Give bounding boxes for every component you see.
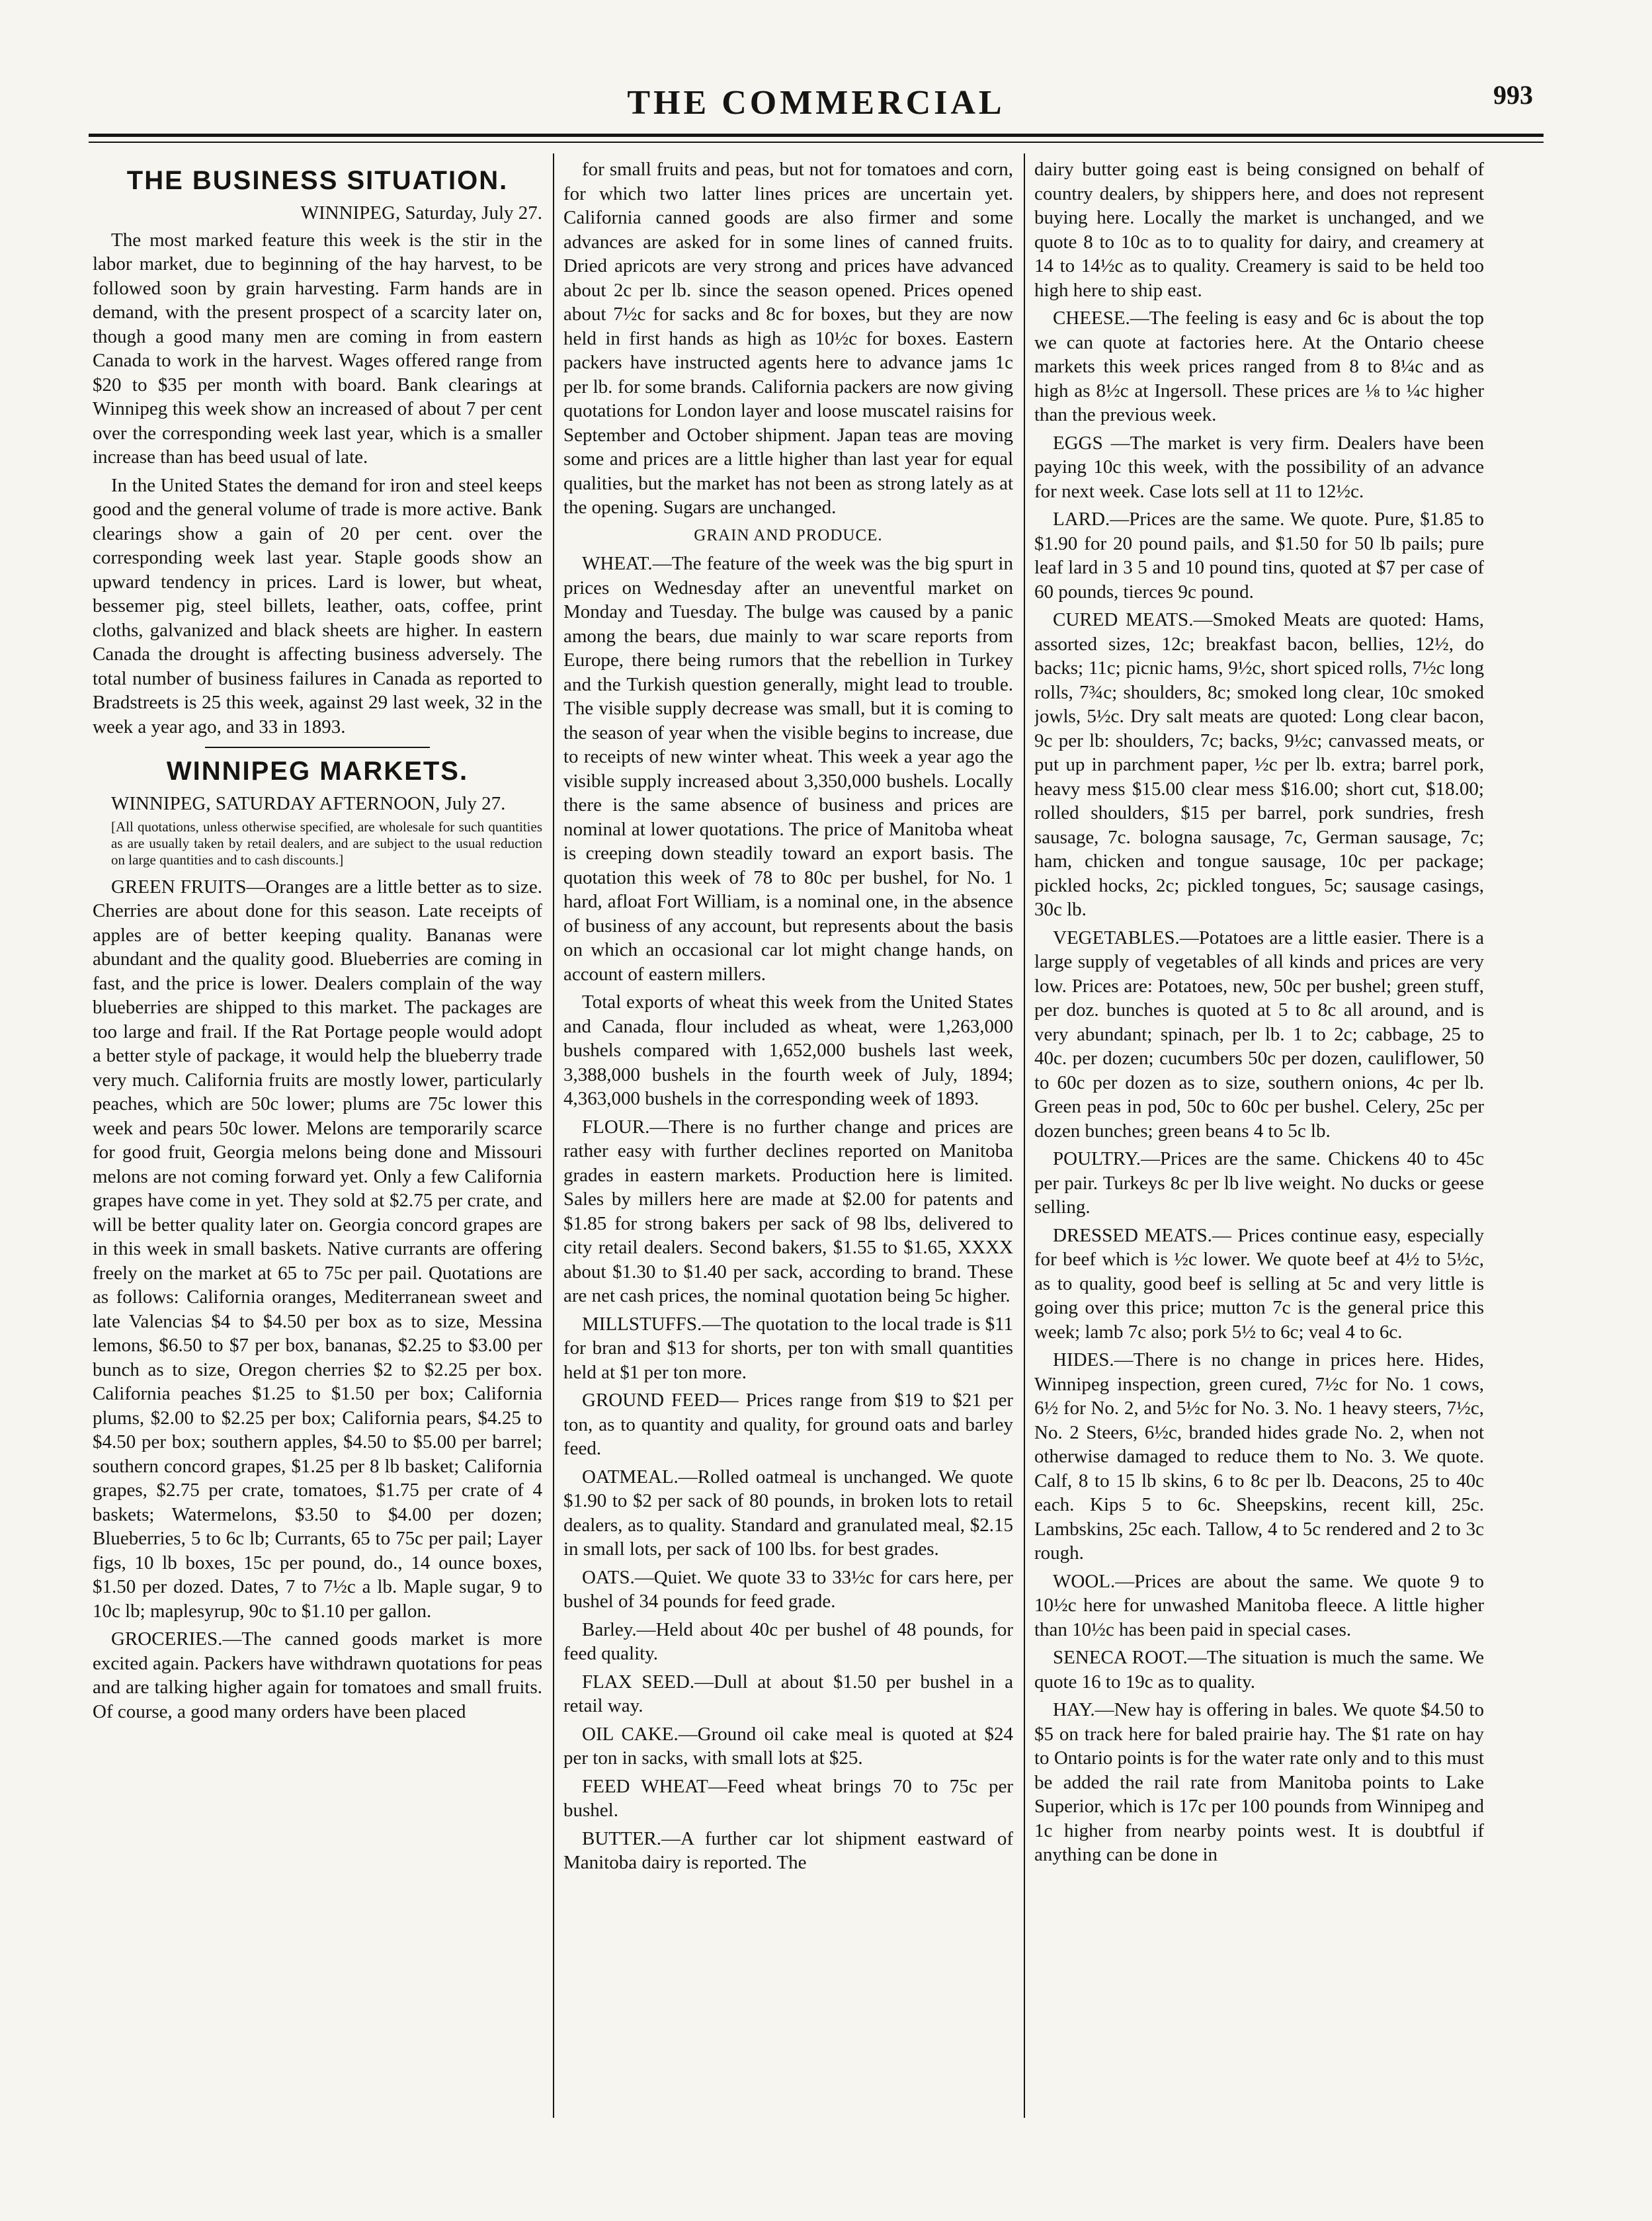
article-paragraph: CHEESE.—The feeling is easy and 6c is about the top we can quote at factories here. At the Ontario cheese markets this week prices ranged from 8 to 8¼c and as high as 8½c at Ingersoll. These prices are ⅛ to ¼c higher than the previous week. bbox=[1034, 308, 1484, 425]
article-paragraph: FEED WHEAT—Feed wheat brings 70 to 75c per bushel. bbox=[563, 1775, 1013, 1821]
article-paragraph: MILLSTUFFS.—The quotation to the local trade is $11 for bran and $13 for shorts, per ton with small quantities held at $1 per ton more. bbox=[563, 1313, 1013, 1383]
winnipeg-markets-heading: WINNIPEG MARKETS. bbox=[166, 757, 469, 786]
article-paragraph: The most marked feature this week is the stir in the labor market, due to beginning of the hay harvest, to be followed soon by grain harvesting. Farm hands are in demand, with the present prospect of a scarcity later on, though a good many men are coming in from eastern Canada to work in the harvest. Wages offered range from $20 to $35 per month with board. Bank clearings at Winnipeg this week show an increased of about 7 per cent over the corresponding week last year, which is a smaller increase than has beed usual of late. bbox=[93, 229, 542, 468]
article-paragraph: for small fruits and peas, but not for tomatoes and corn, for which two latter lines prices are uncertain yet. California canned goods are also firmer and some advances are asked for in some lines of canned fruits. Dried apricots are very strong and prices have advanced about 2c per lb. since the season opened. Prices opened about 7½c for sacks and 8c for boxes, but they are now held in first hands as high as 10½c for boxes. Eastern packers have instructed agents here to advance jams 1c per lb. for some brands. California packers are now giving quotations for London layer and loose muscatel raisins for September and October shipment. Japan teas are moving some and prices are a little higher than last year for equal qualities, but the market has not been as strong lately as at the opening. Sugars are unchanged. bbox=[563, 159, 1013, 518]
article-paragraph: OIL CAKE.—Ground oil cake meal is quoted at $24 per ton in sacks, with small lots at $25. bbox=[563, 1723, 1013, 1769]
column-1 bbox=[93, 157, 542, 2188]
column-3 bbox=[1034, 157, 1484, 2188]
article-paragraph: OATMEAL.—Rolled oatmeal is unchanged. We quote $1.90 to $2 per sack of 80 pounds, in broken lots to retail dealers, as to quality. Standard and granulated meal, $2.15 in small lots, per sack of 100 lbs. for best grades. bbox=[563, 1466, 1013, 1560]
article-paragraph: DRESSED MEATS.— Prices continue easy, especially for beef which is ½c lower. We quote beef at 4½ to 5½c, as to quality, good beef is selling at 5c and very little is going over this price; mutton 7c is the general price this week; lamb 7c also; pork 5½ to 6c; veal 4 to 6c. bbox=[1034, 1224, 1484, 1343]
masthead bbox=[89, 78, 1544, 122]
section-divider bbox=[205, 747, 430, 748]
column-divider-2 bbox=[1024, 153, 1025, 2118]
article-paragraph: WHEAT.—The feature of the week was the big spurt in prices on Wednesday after an uneventful market on Monday and Tuesday. The bulge was caused by a panic among the bears, due mainly to war scare reports from Europe, there being rumors that the rebellion in Turkey and the Turkish question generally, might lead to trouble. The visible supply decrease was small, but it is coming to the season of year when the visible begins to increase, due to receipts of new winter wheat. This week a year ago the visible supply increased about 3,350,000 bushels. Locally there is the same absence of business and prices are nominal at lower quotations. The price of Manitoba wheat is creeping down steadily toward an export basis. The quotation this week of 78 to 80c per bushel, for No. 1 hard, afloat Fort William, is a nominal one, in the absence of business of any account, but represents about the basis on which an occasional car lot might change hands, on account of eastern millers. bbox=[563, 553, 1013, 985]
article-paragraph: Total exports of wheat this week from the United States and Canada, flour included as wheat, were 1,263,000 bushels compared with 1,652,000 bushels last week, 3,388,000 bushels in the fourth week of July, 1894; 4,363,000 bushels in the corresponding week of 1893. bbox=[563, 991, 1013, 1109]
article-paragraph: GROUND FEED— Prices range from $19 to $21 per ton, as to quantity and quality, for ground oats and barley feed. bbox=[563, 1390, 1013, 1459]
article-paragraph: BUTTER.—A further car lot shipment eastward of Manitoba dairy is reported. The bbox=[563, 1827, 1013, 1873]
article-paragraph: HIDES.—There is no change in prices here. Hides, Winnipeg inspection, green cured, 7½c for No. 1 cows, 6½ for No. 2, and 5½c for No. 3. No. 1 heavy steers, 7½c, No. 2 Steers, 6½c, branded hides grade No. 2, when not otherwise damaged to reduce them to No. 3. We quote. Calf, 8 to 15 lb skins, 6 to 8c per lb. Deacons, 25 to 40c each. Kips 5 to 6c. Sheepskins, recent kill, 25c. Lambskins, 25c each. Tallow, 4 to 5c rendered and 2 to 3c rough. bbox=[1034, 1349, 1484, 1564]
article-paragraph: FLOUR.—There is no further change and prices are rather easy with further declines reported on Manitoba grades in eastern markets. Production here is limited. Sales by millers here are made at $2.00 for patents and $1.85 for strong bakers per sack of 98 lbs, delivered to city retail dealers. Second bakers, $1.55 to $1.65, XXXX about $1.30 to $1.40 per sack, according to brand. These are net cash prices, the nominal quotation being 5c higher. bbox=[563, 1116, 1013, 1306]
grain-produce-subheading: GRAIN AND PRODUCE. bbox=[694, 526, 883, 544]
dateline: WINNIPEG, SATURDAY AFTERNOON, July 27. bbox=[111, 793, 506, 814]
article-paragraph: GROCERIES.—The canned goods market is more excited again. Packers have withdrawn quotations for peas and are talking higher again for tomatoes and small fruits. Of course, a good many orders have been placed bbox=[93, 1628, 542, 1722]
article-paragraph: In the United States the demand for iron and steel keeps good and the general volume of trade is more active. Bank clearings show a gain of 20 per cent. over the corresponding week last year. Staple goods show an upward tendency in prices. Lard is lower, but wheat, bessemer pig, steel billets, leather, oats, coffee, print cloths, galvanized and black sheets are higher. In eastern Canada the drought is affecting business adversely. The total number of business failures in Canada as reported to Bradstreets is 25 this week, against 29 last week, 32 in the week a year ago, and 33 in 1893. bbox=[93, 474, 542, 737]
article-paragraph: EGGS —The market is very firm. Dealers have been paying 10c this week, with the possibility of an advance for next week. Case lots sell at 11 to 12½c. bbox=[1034, 432, 1484, 502]
article-paragraph: GREEN FRUITS—Oranges are a little better as to size. Cherries are about done for this season. Late receipts of apples are of better keeping quality. Bananas were abundant and the quality good. Blueberries are coming in fast, and the price is lower. Dealers complain of the way blueberries are shipped to this market. The packages are too large and frail. If the Rat Portage people would adopt a better style of package, it would help the blueberry trade very much. California fruits are mostly lower, particularly peaches, which are 50c lower; plums are 75c lower this week and pears 50c lower. Melons are temporarily scarce for good fruit, Georgia melons being done and Missouri melons are not coming forward yet. Only a few California grapes have come in yet. They sold at $2.75 per crate, and will be better quality later on. Georgia concord grapes are in this week in small baskets. Native currants are offering freely on the market at 65 to 75c per pail. Quotations are as follows: California oranges, Mediterranean sweet and late Valencias $4 to $4.50 per box as to size, Messina lemons, $6.50 to $7 per box, bananas, $2.25 to $3.00 per bunch as to size, Oregon cherries $2 to $2.25 per box. California peaches $1.25 to $1.50 per box; California plums, $2.00 to $2.25 per box; California pears, $4.25 to $4.50 per box; southern apples, $4.50 to $5.00 per barrel; southern concord grapes, $1.25 per 8 lb basket; California grapes, $2.75 per crate, tomatoes, $1.75 per crate of 4 baskets; Watermelons, $3.50 to $4.00 per dozen; Blueberries, 5 to 6c lb; Currants, 65 to 75c per pail; Layer figs, 10 lb boxes, 15c per pound, do., 14 ounce boxes, $1.50 per dozed. Dates, 7 to 7½c a lb. Maple sugar, 9 to 10c lb; maplesyrup, 90c to $1.10 per gallon. bbox=[93, 876, 542, 1622]
masthead-title: THE COMMERCIAL bbox=[627, 84, 1005, 122]
business-situation-heading: THE BUSINESS SITUATION. bbox=[126, 166, 509, 195]
article-paragraph: HAY.—New hay is offering in bales. We quote $4.50 to $5 on track here for baled prairie hay. The $1 rate on hay to Ontario points is for the water rate only and to this must be added the rail rate from Manitoba points to Lake Superior, which is 17c per 100 pounds from Winnipeg and 1c higher from nearby points west. It is doubtful if anything can be done in bbox=[1034, 1699, 1484, 1865]
page-number: 993 bbox=[1493, 80, 1533, 110]
dateline: WINNIPEG, Saturday, July 27. bbox=[300, 202, 542, 224]
article-paragraph: OATS.—Quiet. We quote 33 to 33½c for cars here, per bushel of 34 pounds for feed grade. bbox=[563, 1566, 1013, 1612]
article-paragraph: SENECA ROOT.—The situation is much the same. We quote 16 to 19c as to quality. bbox=[1034, 1647, 1484, 1693]
column-divider-1 bbox=[553, 153, 554, 2118]
article-paragraph: WOOL.—Prices are about the same. We quote 9 to 10½c here for unwashed Manitoba fleece. A little higher than 10½c has been paid in special cases. bbox=[1034, 1570, 1484, 1640]
article-paragraph: VEGETABLES.—Potatoes are a little easier. There is a large supply of vegetables of all kinds and prices are very low. Prices are: Potatoes, new, 50c per bushel; green stuff, per doz. bunches is quoted at 5 to 8c all around, and is very abundant; spinach, per lb. 1 to 2c; cabbage, 25 to 40c. per dozen; cucumbers 50c per dozen, cauliflower, 50 to 60c per dozen as to size, southern onions, 4c per lb. Green peas in pod, 50c to 60c per bushel. Celery, 25c per dozen bunches; green beans 4 to 5c lb. bbox=[1034, 927, 1484, 1142]
column-2 bbox=[563, 157, 1013, 2188]
article-paragraph: FLAX SEED.—Dull at about $1.50 per bushel in a retail way. bbox=[563, 1671, 1013, 1716]
masthead-rule-thin bbox=[89, 142, 1544, 143]
quotation-note: [All quotations, unless otherwise specified, are wholesale for such quantities as are usually taken by retail dealers, and are subject to the usual reduction on large quantities and to cash discounts.] bbox=[111, 818, 542, 868]
article-paragraph: dairy butter going east is being consigned on behalf of country dealers, by shippers here, and does not represent buying here. Locally the market is unchanged, and we quote 8 to 10c as to to quality for dairy, and creamery at 14 to 14½c as to quality. Creamery is said to be held too high here to ship east. bbox=[1034, 159, 1484, 301]
article-paragraph: POULTRY.—Prices are the same. Chickens 40 to 45c per pair. Turkeys 8c per lb live weight. No ducks or geese selling. bbox=[1034, 1148, 1484, 1218]
article-paragraph: LARD.—Prices are the same. We quote. Pure, $1.85 to $1.90 for 20 pound pails, and $1.50 for 50 lb pails; pure leaf lard in 3 5 and 10 pound tins, quoted at $7 per case of 60 pounds, tierces 9c pound. bbox=[1034, 509, 1484, 603]
article-paragraph: Barley.—Held about 40c per bushel of 48 pounds, for feed quality. bbox=[563, 1618, 1013, 1664]
masthead-rule bbox=[89, 134, 1544, 137]
article-paragraph: CURED MEATS.—Smoked Meats are quoted: Hams, assorted sizes, 12c; breakfast bacon, bellies, 12½, do backs; 11c; picnic hams, 9½c, short spiced rolls, 7½c long rolls, 7¾c; shoulders, 8c; smoked long clear, 10c smoked jowls, 5½c. Dry salt meats are quoted: Long clear bacon, 9c per lb: shoulders, 7c; backs, 9½c; canvassed meats, or put up in parchment paper, ½c per lb. extra; barrel pork, heavy mess $15.00 clear mess $16.00; short cut, $18.00; rolled shoulders, $15 per barrel, pork sundries, fresh sausage, 7c. bologna sausage, 7c, German sausage, 7c; ham, chicken and tongue sausage, 10c per package; pickled hocks, 2c; pickled tongues, 5c; sausage casings, 30c lb. bbox=[1034, 609, 1484, 920]
